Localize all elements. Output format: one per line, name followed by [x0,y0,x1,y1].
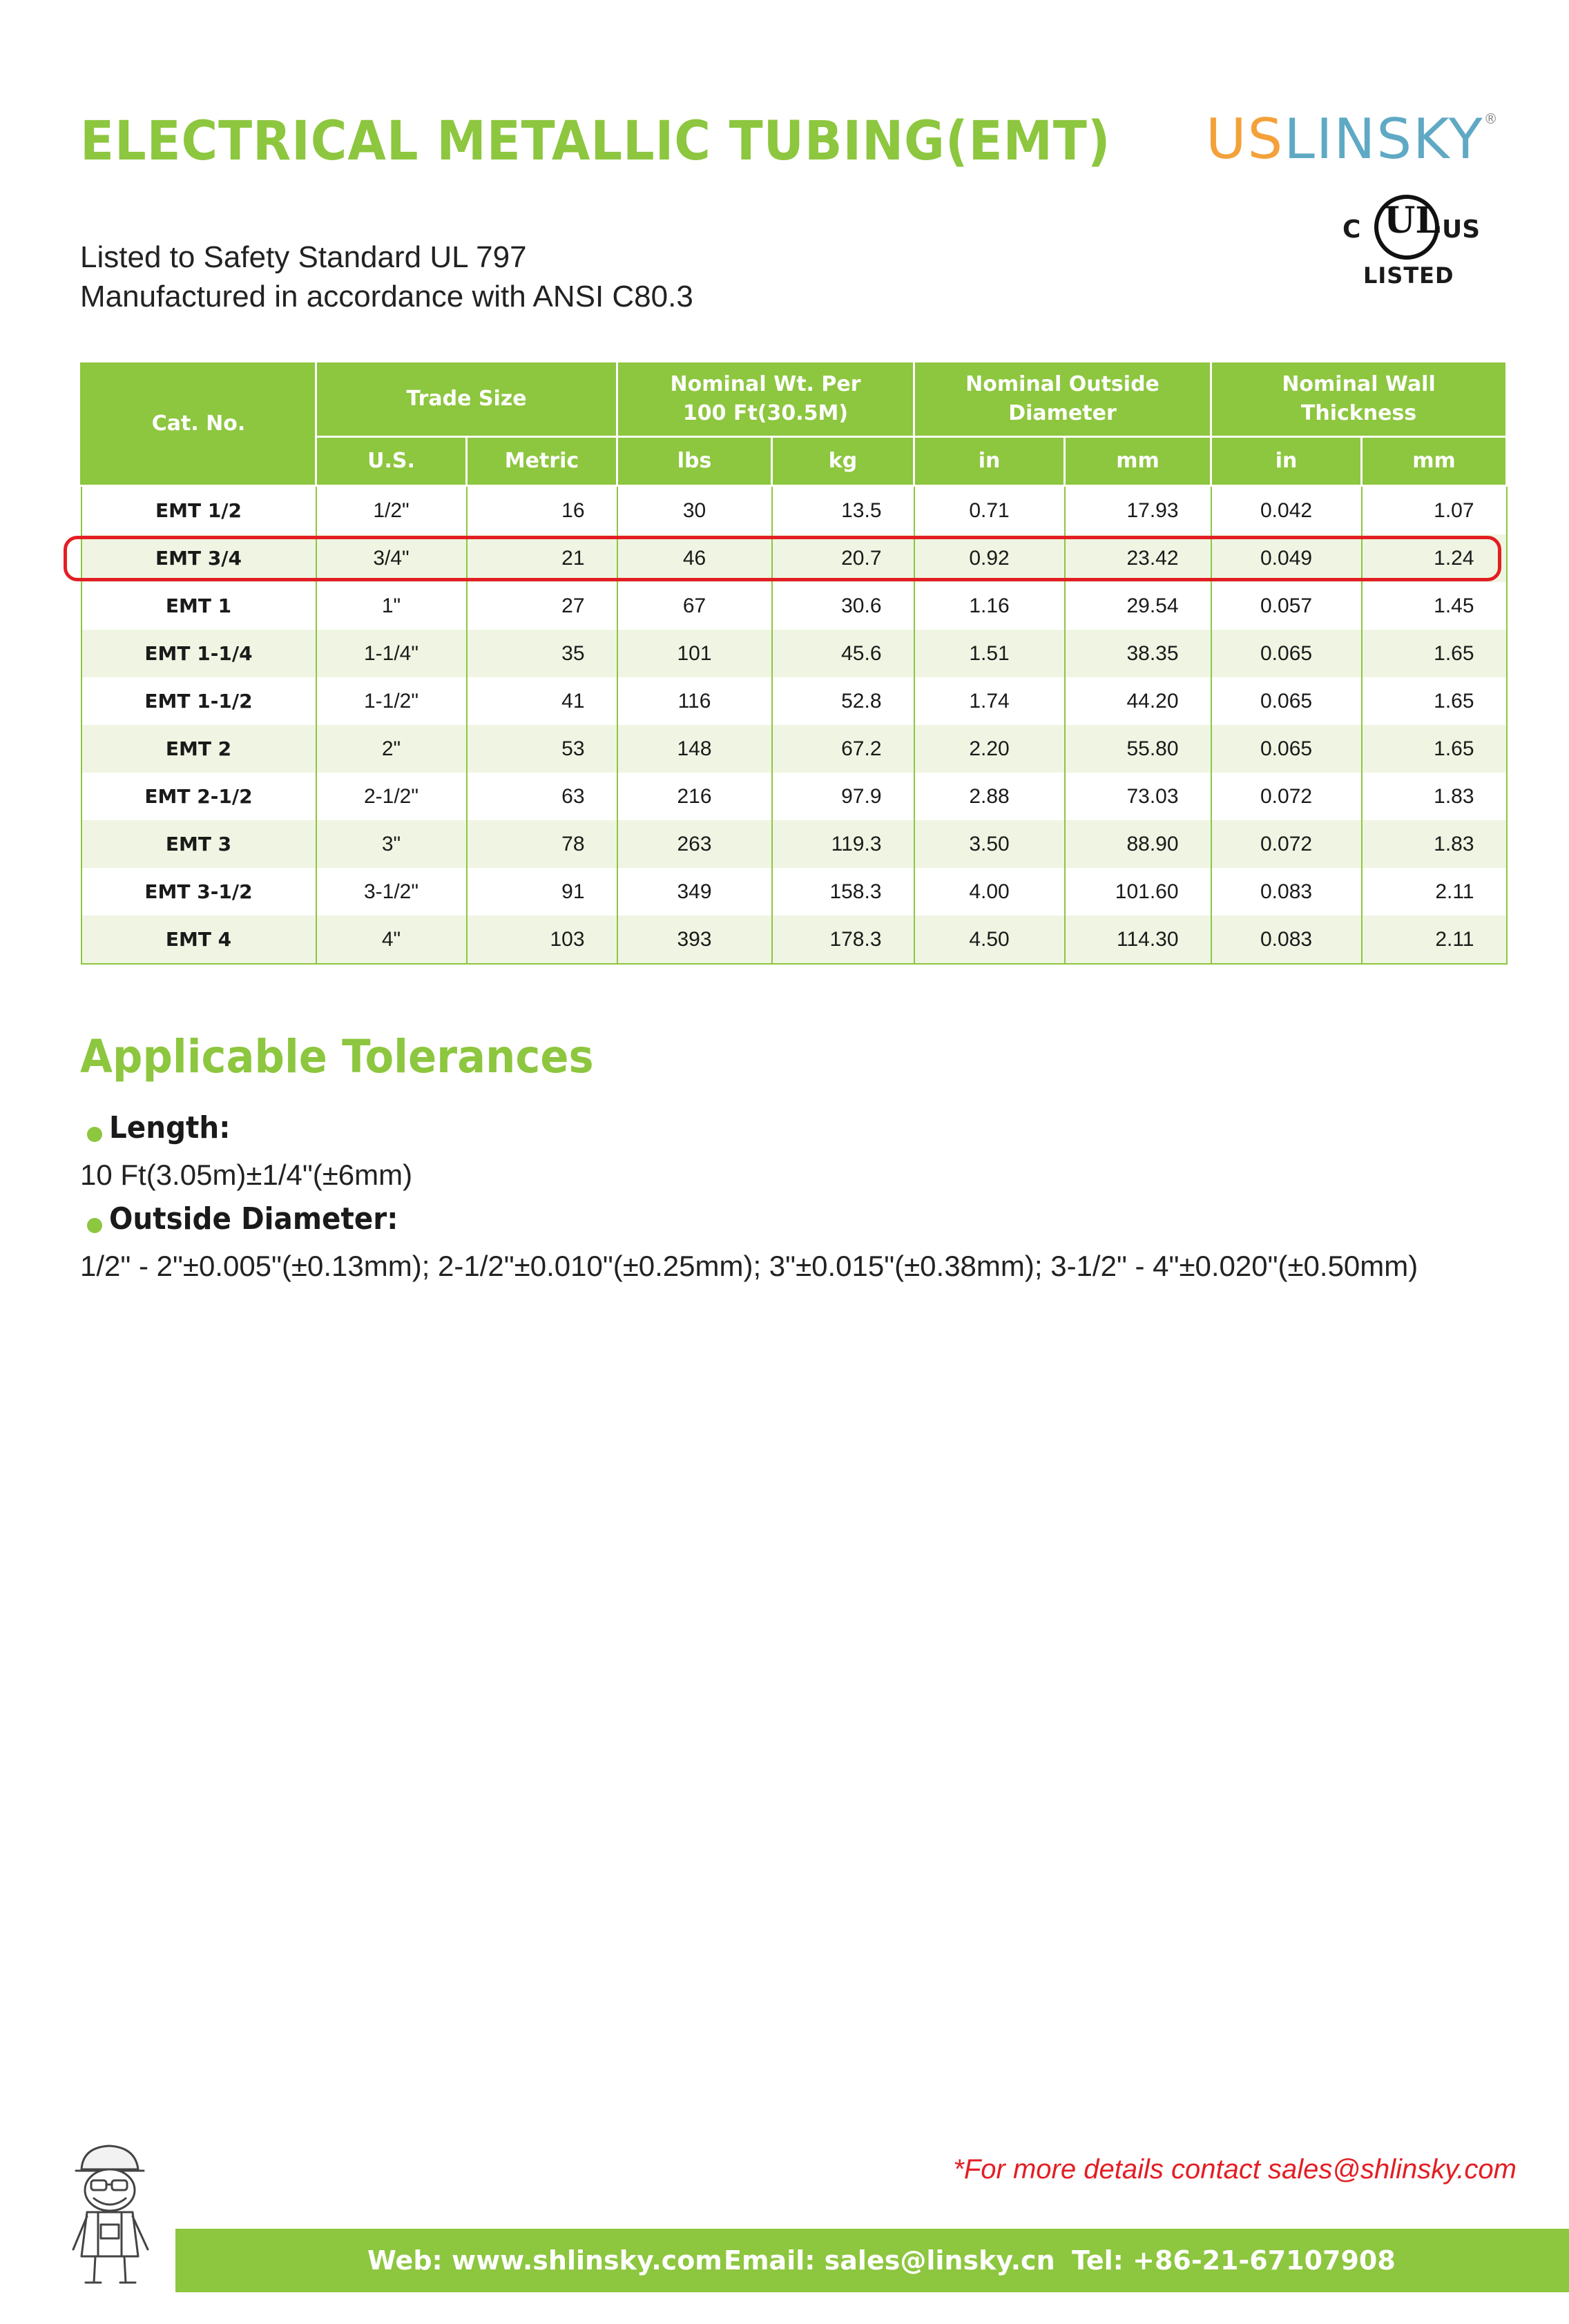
table-cell: 3" [316,820,467,868]
table-cell: 1.83 [1362,820,1507,868]
header-nominal-weight [617,362,914,437]
subheader-metric: Metric [467,437,617,486]
footer-bar [175,2229,1569,2292]
table-row [81,486,1507,535]
table-cell: 0.042 [1211,486,1362,535]
contact-note: *For more details contact sales@shlinsky.com [953,2154,1517,2185]
brand-logo [1206,107,1499,171]
spec-table [80,360,1508,965]
ul-letters: UL [1384,200,1441,242]
cat-no-cell: EMT 1 [81,582,316,630]
length-label: Length: [109,1110,231,1145]
table-cell: 21 [467,534,617,582]
table-cell: 0.083 [1211,868,1362,916]
logo-linsky: LINSKY [1284,107,1484,171]
table-cell: 41 [467,677,617,725]
table-cell: 1-1/2" [316,677,467,725]
table-cell: 35 [467,630,617,677]
od-label: Outside Diameter: [109,1201,398,1237]
table-cell: 23.42 [1065,534,1211,582]
table-cell: 38.35 [1065,630,1211,677]
table-cell: 103 [467,916,617,964]
table-cell: 53 [467,725,617,773]
table-cell: 0.92 [914,534,1065,582]
table-cell: 114.30 [1065,916,1211,964]
table-cell: 1/2" [316,486,467,535]
table-cell: 45.6 [772,630,914,677]
subheader-us: U.S. [316,437,467,486]
table-cell: 1.65 [1362,677,1507,725]
table-row [81,868,1507,916]
table-row [81,773,1507,820]
table-cell: 1.83 [1362,773,1507,820]
table-cell: 20.7 [772,534,914,582]
table-cell: 3.50 [914,820,1065,868]
bullet-dot-icon [87,1127,102,1142]
table-cell: 178.3 [772,916,914,964]
page-title: ELECTRICAL METALLIC TUBING(EMT) [80,110,1111,173]
table-cell: 1.24 [1362,534,1507,582]
table-cell: 0.71 [914,486,1065,535]
logo-us: US [1206,107,1284,171]
table-cell: 30 [617,486,772,535]
ul-listed: LISTED [1363,262,1454,289]
table-cell: 0.057 [1211,582,1362,630]
header-od-line1: Nominal Outside [965,372,1159,396]
table-cell: 1.51 [914,630,1065,677]
header-weight-line2: 100 Ft(30.5M) [682,401,849,425]
manufacture-line: Manufactured in accordance with ANSI C80.3 [80,280,693,313]
cat-no-cell: EMT 1-1/2 [81,677,316,725]
table-cell: 0.065 [1211,630,1362,677]
table-cell: 216 [617,773,772,820]
table-cell: 3-1/2" [316,868,467,916]
table-cell: 119.3 [772,820,914,868]
table-cell: 148 [617,725,772,773]
cat-no-cell: EMT 2-1/2 [81,773,316,820]
table-cell: 73.03 [1065,773,1211,820]
table-cell: 30.6 [772,582,914,630]
table-cell: 1.74 [914,677,1065,725]
cat-no-cell: EMT 2 [81,725,316,773]
table-cell: 13.5 [772,486,914,535]
table-cell: 4.00 [914,868,1065,916]
table-cell: 4.50 [914,916,1065,964]
table-cell: 158.3 [772,868,914,916]
table-cell: 78 [467,820,617,868]
ul-c: C [1342,215,1361,244]
ul-us: US [1442,215,1481,244]
table-cell: 17.93 [1065,486,1211,535]
standard-line: Listed to Safety Standard UL 797 [80,240,527,274]
table-cell: 97.9 [772,773,914,820]
tolerances-heading: Applicable Tolerances [80,1030,594,1083]
worker-mascot-icon [66,2139,156,2291]
od-value: 1/2" - 2"±0.005"(±0.13mm); 2-1/2"±0.010"(±0.25mm); 3"±0.015"(±0.38mm); 3-1/2" - 4"±0.020"(±0.50mm) [80,1250,1418,1282]
subheader-od-in: in [914,437,1065,486]
table-cell: 67.2 [772,725,914,773]
table-cell: 44.20 [1065,677,1211,725]
subheader-kg: kg [772,437,914,486]
table-cell: 101 [617,630,772,677]
header-weight-line1: Nominal Wt. Per [670,372,861,396]
table-cell: 3/4" [316,534,467,582]
header-outside-diameter [914,362,1211,437]
table-cell: 88.90 [1065,820,1211,868]
cat-no-cell: EMT 1/2 [81,486,316,535]
table-cell: 393 [617,916,772,964]
cat-no-cell: EMT 3/4 [81,534,316,582]
cat-no-cell: EMT 3 [81,820,316,868]
header-wall-thickness [1211,362,1507,437]
cat-no-cell: EMT 1-1/4 [81,630,316,677]
table-cell: 101.60 [1065,868,1211,916]
subheader-wall-mm: mm [1362,437,1507,486]
footer-tel[interactable]: Tel: +86-21-67107908 [1072,2245,1396,2276]
table-cell: 16 [467,486,617,535]
table-cell: 349 [617,868,772,916]
table-cell: 2.88 [914,773,1065,820]
table-cell: 1.65 [1362,630,1507,677]
table-cell: 2.20 [914,725,1065,773]
table-cell: 2-1/2" [316,773,467,820]
table-cell: 1.65 [1362,725,1507,773]
table-cell: 0.049 [1211,534,1362,582]
table-cell: 263 [617,820,772,868]
table-cell: 0.072 [1211,773,1362,820]
table-row [81,916,1507,964]
table-cell: 67 [617,582,772,630]
table-cell: 0.072 [1211,820,1362,868]
table-cell: 4" [316,916,467,964]
table-row [81,820,1507,868]
logo-registered: ® [1483,110,1499,127]
table-cell: 0.065 [1211,677,1362,725]
header-trade-size: Trade Size [316,362,617,437]
table-row [81,630,1507,677]
table-cell: 55.80 [1065,725,1211,773]
table-cell: 0.065 [1211,725,1362,773]
header-cat-no: Cat. No. [81,362,316,486]
header-wall-line2: Thickness [1300,401,1417,425]
table-cell: 63 [467,773,617,820]
table-cell: 116 [617,677,772,725]
subheader-lbs: lbs [617,437,772,486]
footer-web[interactable]: Web: www.shlinsky.com [367,2245,722,2276]
table-cell: 1-1/4" [316,630,467,677]
table-row [81,582,1507,630]
table-cell: 1" [316,582,467,630]
table-cell: 2.11 [1362,868,1507,916]
table-cell: 52.8 [772,677,914,725]
table-row [81,677,1507,725]
ul-listed-mark [1333,188,1481,291]
table-cell: 91 [467,868,617,916]
cat-no-cell: EMT 3-1/2 [81,868,316,916]
subheader-wall-in: in [1211,437,1362,486]
table-row [81,725,1507,773]
footer-email[interactable]: Email: sales@linsky.cn [724,2245,1055,2276]
table-cell: 29.54 [1065,582,1211,630]
table-cell: 0.083 [1211,916,1362,964]
table-cell: 1.07 [1362,486,1507,535]
cat-no-cell: EMT 4 [81,916,316,964]
length-value: 10 Ft(3.05m)±1/4"(±6mm) [80,1159,413,1191]
header-wall-line1: Nominal Wall [1282,372,1436,396]
table-cell: 2.11 [1362,916,1507,964]
bullet-dot-icon [87,1218,102,1233]
highlight-emt-3-4 [64,536,1501,581]
header-od-line2: Diameter [1008,401,1117,425]
table-cell: 1.45 [1362,582,1507,630]
table-cell: 27 [467,582,617,630]
table-cell: 46 [617,534,772,582]
subheader-od-mm: mm [1065,437,1211,486]
table-cell: 2" [316,725,467,773]
table-cell: 1.16 [914,582,1065,630]
